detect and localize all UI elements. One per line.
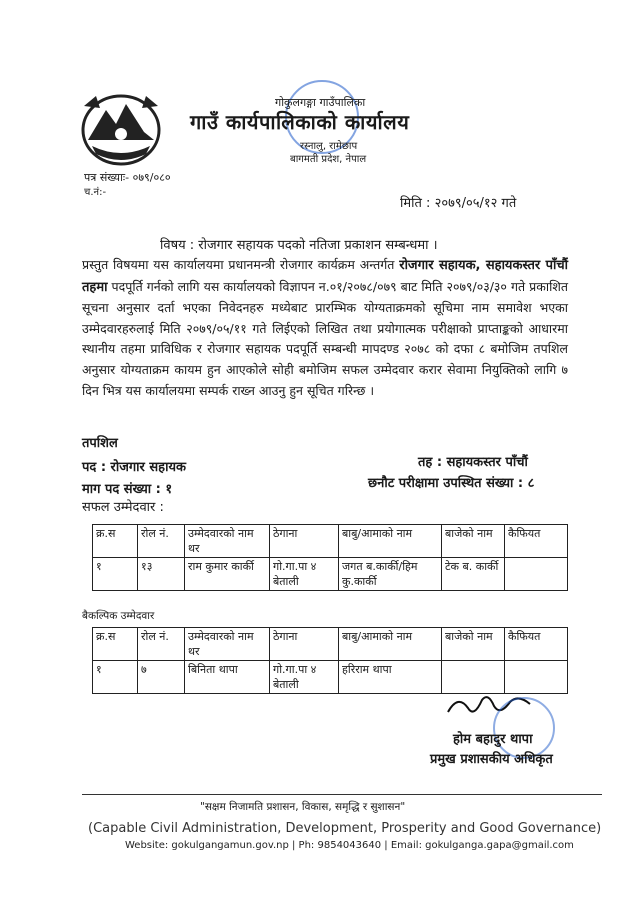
address-line-1: रस्नालु, रामेछाप: [300, 141, 358, 152]
header-cell: ठेगाना: [270, 628, 339, 661]
footer-contact: Website: gokulgangamun.gov.np | Ph: 9854043640 | Email: gokulganga.gapa@gmail.com: [125, 840, 574, 851]
cell: हरिराम थापा: [339, 661, 442, 694]
cell: गो.गा.पा ४ बेताली: [270, 558, 339, 591]
header-cell: रोल नं.: [138, 628, 185, 661]
post-level: तह : सहायकस्तर पाँचौं: [418, 455, 528, 470]
successful-label: सफल उम्मेदवार :: [82, 500, 164, 515]
table-row: [93, 661, 568, 694]
header-cell: बाबु/आमाको नाम: [339, 525, 442, 558]
signatory-title: प्रमुख प्रशासकीय अधिकृत: [430, 752, 553, 767]
header-cell: ठेगाना: [270, 525, 339, 558]
successful-candidates-table: [92, 524, 568, 591]
alternate-candidates-table: [92, 627, 568, 694]
header-cell: उम्मेदवारको नाम थर: [185, 525, 270, 558]
header-cell: क्र.स: [93, 628, 138, 661]
cell: टेक ब. कार्की: [442, 558, 505, 591]
details-heading: तपशिल: [82, 436, 118, 451]
header-cell: कैफियत: [505, 628, 568, 661]
address-line-2: बागमती प्रदेश, नेपाल: [290, 154, 367, 165]
demand-count: माग पद संख्या : १: [82, 482, 173, 497]
letter-number: पत्र संख्याः- ०७९/०८०: [84, 171, 171, 184]
government-emblem-icon: [78, 88, 164, 168]
footer-slogan: "सक्षम निजामति प्रशासन, विकास, समृद्धि र सुशासन": [200, 801, 406, 813]
cell: जगत ब.कार्की/हिम कु.कार्की: [339, 558, 442, 591]
cell: [505, 661, 568, 694]
letter-date: मिति : २०७९/०५/१२ गते: [400, 196, 517, 211]
municipality-name: गोकुलगङ्गा गाउँपालिका: [275, 96, 366, 109]
header-cell: बाजेको नाम: [442, 525, 505, 558]
table-row: [93, 558, 568, 591]
table-header-row: [93, 628, 568, 661]
body-bold-post: रोजगार सहायक, सहायकस्तर पाँचौं तहमा: [82, 258, 568, 295]
footer-english-slogan: (Capable Civil Administration, Development, Prosperity and Good Governance): [88, 821, 602, 836]
cell: राम कुमार कार्की: [185, 558, 270, 591]
cell: [442, 661, 505, 694]
body-part-2: पदपूर्ति गर्नको लागि यस कार्यालयको विज्ञापन न.०१/२०७८/०७९ बाट मिति २०७९/०३/३० गते प्रकाशित सूचना अनुसार दर्ता भएका निवेदनहरु मध्येबाट प्रारम्भिक योग्यताक्रमको सूचिमा नाम समावेश भएका उम्मेदवारहरुलाई मिति २०७९/०५/११ गते लिईएको लिखित तथा प्रयोगात्मक परीक्षाको प्राप्ताङ्कको आधारमा स्थानीय तहमा प्राविधिक र रोजगार सहायक पदपूर्ति सम्बन्धी मापदण्ड २०७८ को दफा ८ बमोजिम तपशिल अनुसार योग्यताक्रम कायम हुन आएकोले सोही बमोजिम सफल उम्मेदवार करार सेवामा नियुक्तिको लागि ७ दिन भित्र यस कार्यालयमा सम्पर्क राख्न आउनु हुन सूचित गरिन्छ ।: [82, 278, 568, 398]
cell: [505, 558, 568, 591]
header-cell: कैफियत: [505, 525, 568, 558]
post-name: पद : रोजगार सहायक: [82, 460, 186, 475]
cell: बिनिता थापा: [185, 661, 270, 694]
table-header-row: [93, 525, 568, 558]
header-cell: रोल नं.: [138, 525, 185, 558]
signatory-name: होम बहादुर थापा: [453, 732, 533, 747]
footer-divider: [82, 794, 602, 795]
cell: ७: [138, 661, 185, 694]
subject-line: विषय : रोजगार सहायक पदको नतिजा प्रकाशन सम्बन्धमा ।: [160, 238, 438, 253]
exam-attendance: छनौट परीक्षामा उपस्थित संख्या : ८: [368, 476, 535, 491]
header-cell: बाबु/आमाको नाम: [339, 628, 442, 661]
body-part-1: प्रस्तुत विषयमा यस कार्यालयमा प्रधानमन्त्री रोजगार कार्यक्रम अन्तर्गत: [82, 257, 400, 272]
header-cell: बाजेको नाम: [442, 628, 505, 661]
header-cell: क्र.स: [93, 525, 138, 558]
office-title: गाउँ कार्यपालिकाको कार्यालय: [190, 110, 410, 134]
cell: १: [93, 558, 138, 591]
notice-body: [82, 255, 568, 401]
header-cell: उम्मेदवारको नाम थर: [185, 628, 270, 661]
cell: १३: [138, 558, 185, 591]
cell: गो.गा.पा ४ बेताली: [270, 661, 339, 694]
alternate-label: बैकल्पिक उम्मेदवार: [82, 610, 155, 622]
cell: १: [93, 661, 138, 694]
dispatch-number: च.नं:-: [84, 187, 107, 198]
